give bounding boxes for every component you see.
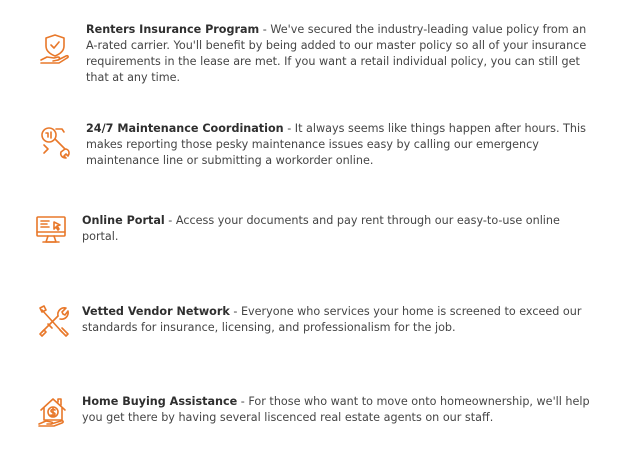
feature-separator: - (259, 23, 271, 36)
feature-text (82, 394, 596, 426)
wrench-24-7-icon (38, 125, 72, 159)
feature-separator: - (237, 395, 249, 408)
feature-description: Everyone who services your home is screened to exceed our standards for insurance, licensing, and professionalism for the job. (82, 305, 582, 334)
feature-text (82, 304, 592, 336)
house-dollar-icon (36, 394, 70, 428)
feature-title: Home Buying Assistance (82, 395, 238, 408)
feature-title: 24/7 Maintenance Coordination (86, 122, 284, 135)
feature-description: Access your documents and pay rent through our easy-to-use online portal. (82, 214, 560, 243)
feature-separator: - (283, 122, 295, 135)
feature-separator: - (229, 305, 241, 318)
feature-text (86, 22, 594, 86)
feature-description: It always seems like things happen after hours. This makes reporting those pesky maintenance issues easy by calling our emergency maintenance line or submitting a workorder online. (86, 122, 586, 167)
tools-icon (36, 304, 70, 338)
computer-monitor-icon (34, 213, 68, 247)
feature-description: We've secured the industry-leading value policy from an A-rated carrier. You'll benefit by being added to our master policy so all of your insurance requirements in the lease are met. If you want a retail individual policy, you can still get that at any time. (86, 23, 587, 84)
feature-title: Online Portal (82, 214, 165, 227)
shield-hand-icon (38, 32, 72, 66)
feature-title: Renters Insurance Program (86, 23, 260, 36)
feature-text (86, 121, 586, 169)
feature-separator: - (164, 214, 176, 227)
feature-text (82, 213, 582, 245)
feature-description: For those who want to move onto homeownership, we'll help you get there by having several liscenced real estate agents on our staff. (82, 395, 590, 424)
feature-title: Vetted Vendor Network (82, 305, 230, 318)
